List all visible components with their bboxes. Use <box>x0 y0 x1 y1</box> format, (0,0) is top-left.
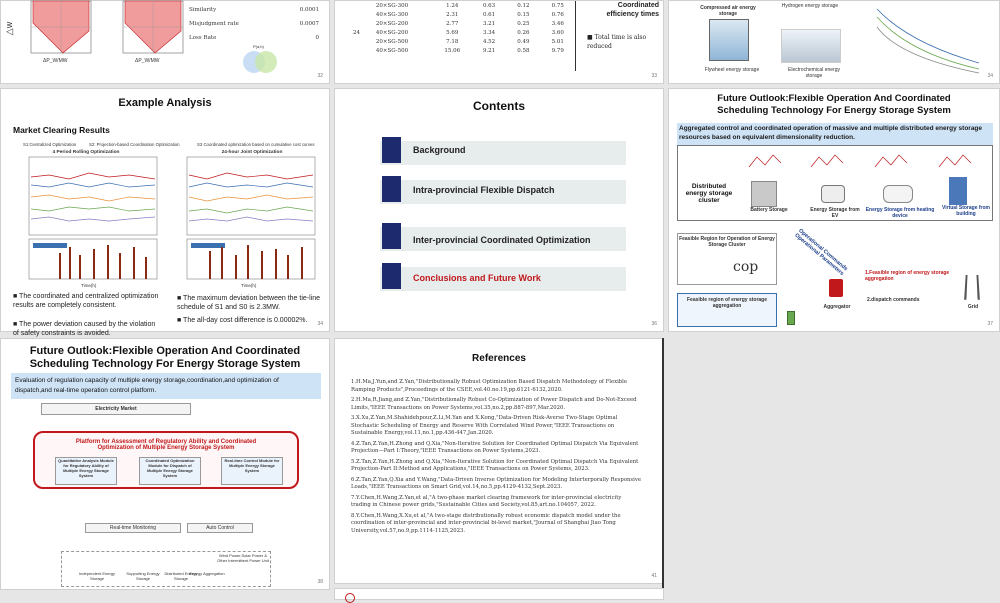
monitor-label: Real-time Monitoring <box>109 525 157 531</box>
label-electrochemical: Electrochemical energy storage <box>788 67 840 79</box>
contents-item-background[interactable]: Background <box>413 145 466 155</box>
slide-title: Contents <box>473 99 525 113</box>
device-sparklines <box>747 147 987 175</box>
red-note-1: 1.Feasible region of energy storage aggregation <box>865 270 950 282</box>
col-header-s3: S3 Coordinated optimization based on cumulative cost curves <box>197 142 315 147</box>
tank-illustration <box>709 19 749 61</box>
table-cell: 3.60 <box>551 29 564 36</box>
col-header-s1: S1:Centralized Optimization <box>23 142 77 147</box>
similarity-table <box>189 7 319 41</box>
rolling-chart <box>29 157 159 237</box>
module-realtime-label: Real-time Control Module for Multiple Energy Storage System <box>224 458 280 473</box>
university-logo <box>345 593 355 603</box>
page-number: 34 <box>317 321 323 327</box>
slide-thumb-33[interactable] <box>334 0 664 84</box>
table-cell: 20×SG-300 <box>375 2 409 9</box>
reference-6: 6.Z.Tan,Z.Yan,Q.Xia and Y.Wang,"Data-Driven Inverse Optimization for Modeling Interterporally Responsive Loads,"IEEE Transactions on Smart Grid,vol.14,no.5,pp.4129-4132,Sept.2023. <box>351 476 641 490</box>
table-cell <box>343 37 370 46</box>
table-cell: 20×SG-500 <box>375 38 409 45</box>
table-cell: 3.34 <box>482 29 496 36</box>
value-loss: 0 <box>315 35 319 41</box>
slide-title: Future Outlook:Flexible Operation And Coordinated Scheduling Technology For Energy Storage System <box>29 345 301 370</box>
axis-label-left: ΔP_W/MW <box>43 58 68 64</box>
table-cell: 15.06 <box>444 47 461 54</box>
table-cell: 2.77 <box>446 20 459 27</box>
battery-green-icon <box>787 311 795 325</box>
device-battery: Battery Storage <box>750 207 788 213</box>
label-flywheel: Flywheel energy storage <box>704 67 760 73</box>
reference-5: 5.Z.Tan,Z.Yan,H.Zhong and Q.Xia,"Non-Iterative Solution for Coordinated Optimal Dispatch Via Equivalent Projection-Part II:Method and Applications,"IEEE Transactions on Power Systems, 2023. <box>351 458 639 472</box>
device-building: Virtual Storage from building <box>942 205 990 217</box>
reference-4: 4.Z.Tan,Z.Yan,H.Zhong and Q.Xia,"Non-Iterative Solution for Coordinated Optimal Dispatch Via Equivalent Projection—Part I:Theory,"IEEE Transactions on Power Systems,2023. <box>351 440 639 454</box>
slide-thumb-next[interactable] <box>334 588 664 600</box>
bottom-aggregation: Energy Aggregation <box>189 571 225 576</box>
ev-img <box>821 185 845 203</box>
deviation-bars-left <box>29 239 159 281</box>
contents-marker-1 <box>382 137 401 163</box>
contents-item-intra[interactable]: Intra-provincial Flexible Dispatch <box>413 185 555 195</box>
table-row <box>343 46 575 55</box>
table-row <box>343 10 575 19</box>
axis-w-label: △w <box>4 21 15 36</box>
table-cell: 0.76 <box>551 11 564 18</box>
table-cell: 1.24 <box>446 2 459 9</box>
table-cell: 5.01 <box>551 38 564 45</box>
slide-thumb-34a[interactable] <box>668 0 1000 84</box>
slide-thumb-32[interactable] <box>0 0 330 84</box>
table-cell: 3.46 <box>551 20 564 27</box>
grid-tower-icon <box>964 275 980 300</box>
aggregator-label: Aggregator <box>823 304 851 310</box>
grid-label: Grid <box>967 304 979 310</box>
slide-title: Example Analysis <box>118 97 212 109</box>
slide-thumb-example-analysis[interactable] <box>0 88 330 337</box>
building-illustration <box>781 29 841 63</box>
venn-label: P(a,b) <box>253 44 264 49</box>
table-cell: 0.15 <box>517 11 530 18</box>
diagonal-label: Operational Commands Operational Parameters <box>793 227 849 277</box>
table-cell: 0.61 <box>482 11 496 18</box>
summary-text: Evaluation of regulation capacity of multiple energy storage,coordination,and optimization of dispatch,and real-time operation control platform. <box>15 377 279 394</box>
table-cell: 0.26 <box>517 29 530 36</box>
table-cell: 0.75 <box>551 2 564 9</box>
decay-curves <box>869 3 989 79</box>
table-cell <box>343 19 370 28</box>
table-cell <box>343 10 370 19</box>
xlabel-right: Time(h) <box>241 283 257 288</box>
heating-device-img <box>883 185 913 203</box>
cop-label: cop <box>733 259 759 275</box>
red-note-2: 2.dispatch commands <box>867 297 920 303</box>
table-cell: 40×SG-500 <box>375 47 409 54</box>
table-cell: 24 <box>352 29 360 36</box>
page-number: 38 <box>317 579 323 585</box>
table-cell: 0.49 <box>517 38 530 45</box>
reference-list <box>351 379 641 538</box>
table-cell: 7.18 <box>446 38 459 45</box>
contents-marker-4 <box>382 263 401 289</box>
contents-item-inter[interactable]: Inter-provincial Coordinated Optimization <box>413 235 591 245</box>
page-number: 33 <box>651 73 657 79</box>
selection-frame <box>662 338 664 588</box>
table-row <box>343 37 575 46</box>
bullet-right-2: ■ The all-day cost difference is 0.00002%. <box>177 317 308 324</box>
table-cell: 4.52 <box>482 38 496 45</box>
bottom-wind-solar: Wind Power,Solar Power & Other Intermittent Power Unit <box>217 553 269 563</box>
axis-label-right: ΔP_W/MW <box>135 58 160 64</box>
label-similarity: Similarity <box>189 7 217 13</box>
slide-title: Future Outlook:Flexible Operation And Coordinated Scheduling Technology For Energy Storage System <box>717 93 951 116</box>
market-label: Electricity Market <box>95 406 137 412</box>
slide-title: References <box>472 353 526 364</box>
page-number: 37 <box>987 321 993 327</box>
device-ev: Energy Storage from EV <box>810 207 860 219</box>
table-cell: 40×SG-200 <box>375 29 409 36</box>
contents-marker-3 <box>382 223 401 249</box>
reference-2: 2.H.Ma,R.Jiang,and Z.Yan,"Distributionally Robust Co-Optimization of Power Dispatch and Do-Not-Exceed Limits,"IEEE Transactions on Power Systems,vol.35,no.2,pp.887-897,Mar.2020. <box>351 397 637 411</box>
reference-3: 3.X.Xu,Z.Yan,M.Shahidehpour,Z.Li,M.Yan and X.Kong,"Data-Driven Risk-Averse Two-Stage Optimal Stochastic Scheduling of Energy and Reserve With Correlated Wind Power,"IEEE Transactions on Sustainable Energy,vol.11,no.1,pp.436-447,Jan.2020. <box>351 415 618 436</box>
slide-thumb-contents[interactable] <box>334 88 664 332</box>
auto-control-label: Auto Control <box>206 525 234 531</box>
label-compressed-air: Compressed air energy storage <box>700 5 756 17</box>
table-cell: 5.69 <box>446 29 459 36</box>
reference-1: 1.H.Ma,J.Yun,and Z.Yan,"Distributionally Robust Optimization Based Dispatch Methodology of Flexible Ramping Products",Proceedings of the CSEE,vol.40.no.19,pp.6121-6132,2020. <box>351 379 627 393</box>
cluster-label: Distributed energy storage cluster <box>685 183 733 204</box>
module-coordinated-label: Coordinated Optimization Module for Dispatch of Multiple Energy Storage System <box>145 458 195 478</box>
table-row <box>343 1 575 10</box>
results-table <box>343 1 575 55</box>
table-cell: 0.58 <box>517 47 530 54</box>
venn-diagram <box>241 49 279 77</box>
table-cell <box>343 1 370 10</box>
contents-item-conclusions[interactable]: Conclusions and Future Work <box>413 273 541 283</box>
feasible-region-label: Feasible Region for Operation of Energy Storage Cluster <box>679 236 775 248</box>
table-cell <box>343 46 370 55</box>
table-cell: 9.21 <box>482 47 496 54</box>
page-number: 32 <box>317 73 323 79</box>
table-cell: 3.21 <box>482 20 496 27</box>
label-hydrogen: Hydrogen energy storage <box>781 3 839 9</box>
table-cell: 20×SG-200 <box>375 20 409 27</box>
table-cell: 40×SG-300 <box>375 11 409 18</box>
chart2-title: 24-hour Joint Optimization <box>221 150 283 155</box>
bullet-left-2: ■ The power deviation caused by the violation of safety constraints is avoided. <box>13 321 156 337</box>
platform-label: Platform for Assessment of Regulatory Ability and Coordinated Optimization of Multiple Energy Storage System <box>75 439 257 451</box>
bottom-distributed: Distributed Energy Storage <box>164 571 198 581</box>
col-header-s2: S2: Projection-based Coordination Optimization <box>89 142 180 147</box>
table-row <box>343 19 575 28</box>
reference-7: 7.Y.Chen,H.Wang,Z.Yan,et al,"A two-phase market clearing framework for inter-provincial electricity trading in Chinese power grids,"Sustainable Cities and Society,vol.85,art.no.104057, 2022. <box>351 494 622 508</box>
reference-8: 8.Y.Chen,H.Wang,X.Xu,et al,"A two-stage distributionally robust economic dispatch model under the coordination of inter-provincial and inter-provincial bi-level market,"Journal of Shanghai Jiao Tong University,vol.57,no.9,pp.1114-1125,2023. <box>351 512 621 534</box>
table-cell: 0.63 <box>482 2 496 9</box>
summary-text: Aggregated control and coordinated operation of massive and multiple distributed energy storage resources based on equivalent dimensionality reduction. <box>679 125 983 141</box>
slide-thumb-future-outlook-1[interactable] <box>668 88 1000 332</box>
slide-thumb-references[interactable] <box>334 338 664 584</box>
page-number: 36 <box>651 321 657 327</box>
aggregator-icon <box>829 279 843 297</box>
contents-marker-2 <box>382 176 401 202</box>
table-cell: 0.25 <box>517 20 530 27</box>
bottom-supporting: Supporting Energy Storage <box>126 571 160 581</box>
module-quantitative-label: Quantitative Analysis Module for Regulatory Ability of Multiple Energy Storage System <box>58 458 114 478</box>
table-cell: 2.31 <box>446 11 459 18</box>
table-cell: 0.12 <box>517 2 530 9</box>
chart1-title: 4 Period Rolling Optimization <box>52 150 120 155</box>
value-misjudgment: 0.0007 <box>299 21 319 27</box>
building-img <box>949 177 967 205</box>
value-similarity: 0.0001 <box>299 7 319 13</box>
bullet-left-1: ■ The coordinated and centralized optimization results are completely consistent. <box>13 293 159 309</box>
deviation-bars-right <box>187 239 317 281</box>
page-number: 34 <box>987 73 993 79</box>
note-total-time: ■ Total time is also reduced <box>587 34 647 50</box>
joint-chart <box>187 157 317 237</box>
xlabel-left: Time(h) <box>81 283 97 288</box>
market-clearing-subtitle: Market Clearing Results <box>13 125 110 135</box>
battery-storage-img <box>751 181 777 207</box>
page-number: 41 <box>651 573 657 579</box>
table-row <box>343 28 575 37</box>
label-loss: Loss Rate <box>189 35 217 41</box>
device-heating: Energy Storage from heating device <box>865 207 935 219</box>
bottom-independent: Independent Energy Storage <box>78 571 116 581</box>
bullet-right-1: ■ The maximum deviation between the tie-line schedule of S1 and S0 is 2.3MW. <box>177 295 321 311</box>
aggregation-region-label: Feasible region of energy storage aggregation <box>686 297 768 309</box>
note-efficiency: Coordinated efficiency times <box>606 2 659 18</box>
label-misjudgment: Misjudgment rate <box>189 21 239 27</box>
slide-thumb-future-outlook-2[interactable] <box>0 338 330 590</box>
table-cell: 9.79 <box>551 47 564 54</box>
